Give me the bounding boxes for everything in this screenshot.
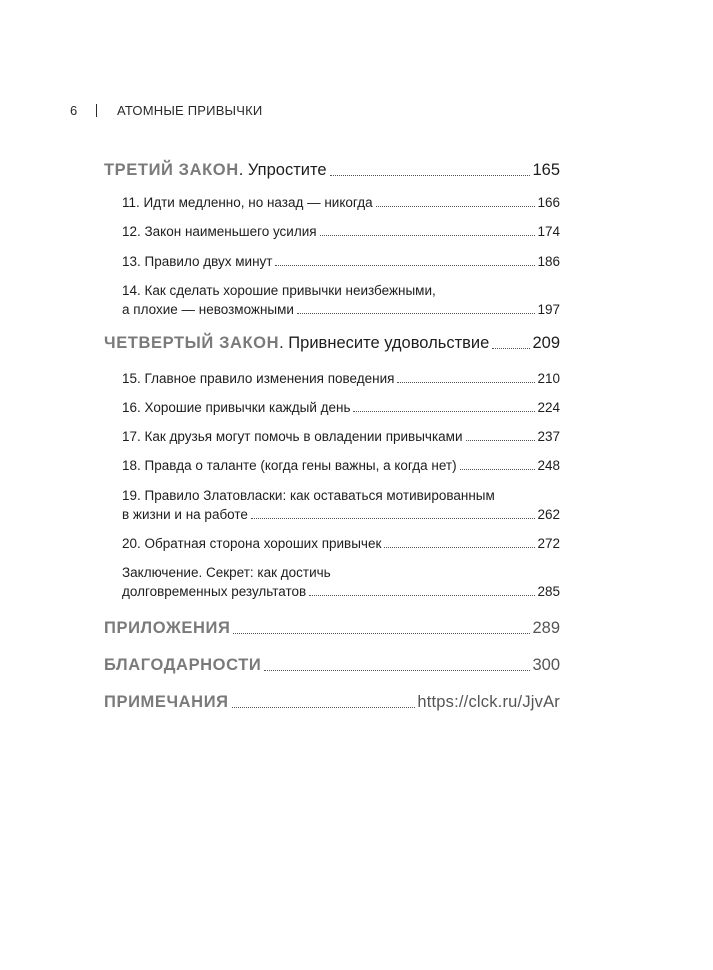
chapter-title: 13. Правило двух минут	[122, 254, 273, 269]
chapter-title: 15. Главное правило изменения поведения	[122, 371, 395, 386]
chapter-title: 11. Идти медленно, но назад — никогда	[122, 195, 373, 210]
part-label: ЧЕТВЕРТЫЙ ЗАКОН	[104, 334, 280, 352]
part-title: . Упростите	[238, 161, 327, 179]
dot-leader	[466, 440, 536, 441]
page-ref: 174	[537, 224, 560, 239]
dot-leader	[397, 382, 535, 383]
toc-chapter-14-line1[interactable]: 14. Как сделать хорошие привычки неизбежными,	[122, 283, 436, 298]
section-label: ПРИМЕЧАНИЯ	[104, 693, 229, 711]
page-ref: 285	[537, 584, 560, 599]
dot-leader	[275, 265, 535, 266]
dot-leader	[264, 670, 530, 671]
page-ref: 166	[537, 195, 560, 210]
dot-leader	[330, 175, 531, 176]
dot-leader	[233, 633, 530, 634]
dot-leader	[309, 595, 535, 596]
page-ref: 224	[537, 400, 560, 415]
page-ref: 300	[532, 656, 560, 674]
dot-leader	[460, 469, 536, 470]
dot-leader	[353, 411, 535, 412]
toc-part-3[interactable]	[104, 162, 560, 179]
chapter-title: 18. Правда о таланте (когда гены важны, а когда нет)	[122, 458, 457, 473]
toc-conclusion-line1[interactable]: Заключение. Секрет: как достичь	[122, 565, 331, 580]
part-title: . Привнесите удовольствие	[279, 334, 490, 352]
toc-chapter-17[interactable]	[122, 430, 560, 444]
page-ref: 237	[537, 429, 560, 444]
page-ref: 289	[532, 619, 560, 637]
toc-notes[interactable]	[104, 694, 560, 711]
dot-leader	[376, 206, 536, 207]
page-ref: 209	[532, 334, 560, 352]
section-label: БЛАГОДАРНОСТИ	[104, 656, 262, 674]
chapter-title: а плохие — невозможными	[122, 302, 294, 317]
dot-leader	[384, 547, 535, 548]
page-ref: 186	[537, 254, 560, 269]
notes-link[interactable]: https://clck.ru/JjvAr	[417, 693, 560, 711]
page-ref: 272	[537, 536, 560, 551]
page-number: 6	[70, 103, 78, 118]
toc-conclusion[interactable]	[122, 585, 560, 599]
toc-chapter-16[interactable]	[122, 401, 560, 415]
dot-leader	[232, 707, 416, 708]
running-head	[70, 103, 262, 118]
dot-leader	[320, 235, 536, 236]
toc-chapter-19-line1[interactable]: 19. Правило Златовласки: как оставаться мотивированным	[122, 488, 495, 503]
page-ref: 262	[537, 507, 560, 522]
chapter-title: долговременных результатов	[122, 584, 307, 599]
toc-appendix[interactable]	[104, 620, 560, 637]
toc-chapter-14[interactable]	[122, 303, 560, 317]
section-label: ПРИЛОЖЕНИЯ	[104, 619, 231, 637]
toc-chapter-12[interactable]	[122, 225, 560, 239]
page-ref: 165	[532, 161, 560, 179]
dot-leader	[297, 313, 536, 314]
page-ref: 210	[537, 371, 560, 386]
toc-part-4[interactable]	[104, 335, 560, 352]
chapter-title: 16. Хорошие привычки каждый день	[122, 400, 351, 415]
toc-chapter-11[interactable]	[122, 196, 560, 210]
toc-chapter-13[interactable]	[122, 255, 560, 269]
toc-chapter-15[interactable]	[122, 372, 560, 386]
page-ref: 248	[537, 458, 560, 473]
part-label: ТРЕТИЙ ЗАКОН	[104, 161, 239, 179]
page-ref: 197	[537, 302, 560, 317]
toc-chapter-20[interactable]	[122, 537, 560, 551]
toc-acknowledgements[interactable]	[104, 657, 560, 674]
chapter-title: 17. Как друзья могут помочь в овладении привычками	[122, 429, 463, 444]
header-divider	[96, 104, 97, 117]
dot-leader	[251, 518, 536, 519]
chapter-title: в жизни и на работе	[122, 507, 248, 522]
toc-chapter-18[interactable]	[122, 459, 560, 473]
dot-leader	[492, 348, 530, 349]
chapter-title: 20. Обратная сторона хороших привычек	[122, 536, 382, 551]
chapter-title: 12. Закон наименьшего усилия	[122, 224, 317, 239]
toc-chapter-19[interactable]	[122, 508, 560, 522]
book-title: АТОМНЫЕ ПРИВЫЧКИ	[117, 103, 263, 118]
